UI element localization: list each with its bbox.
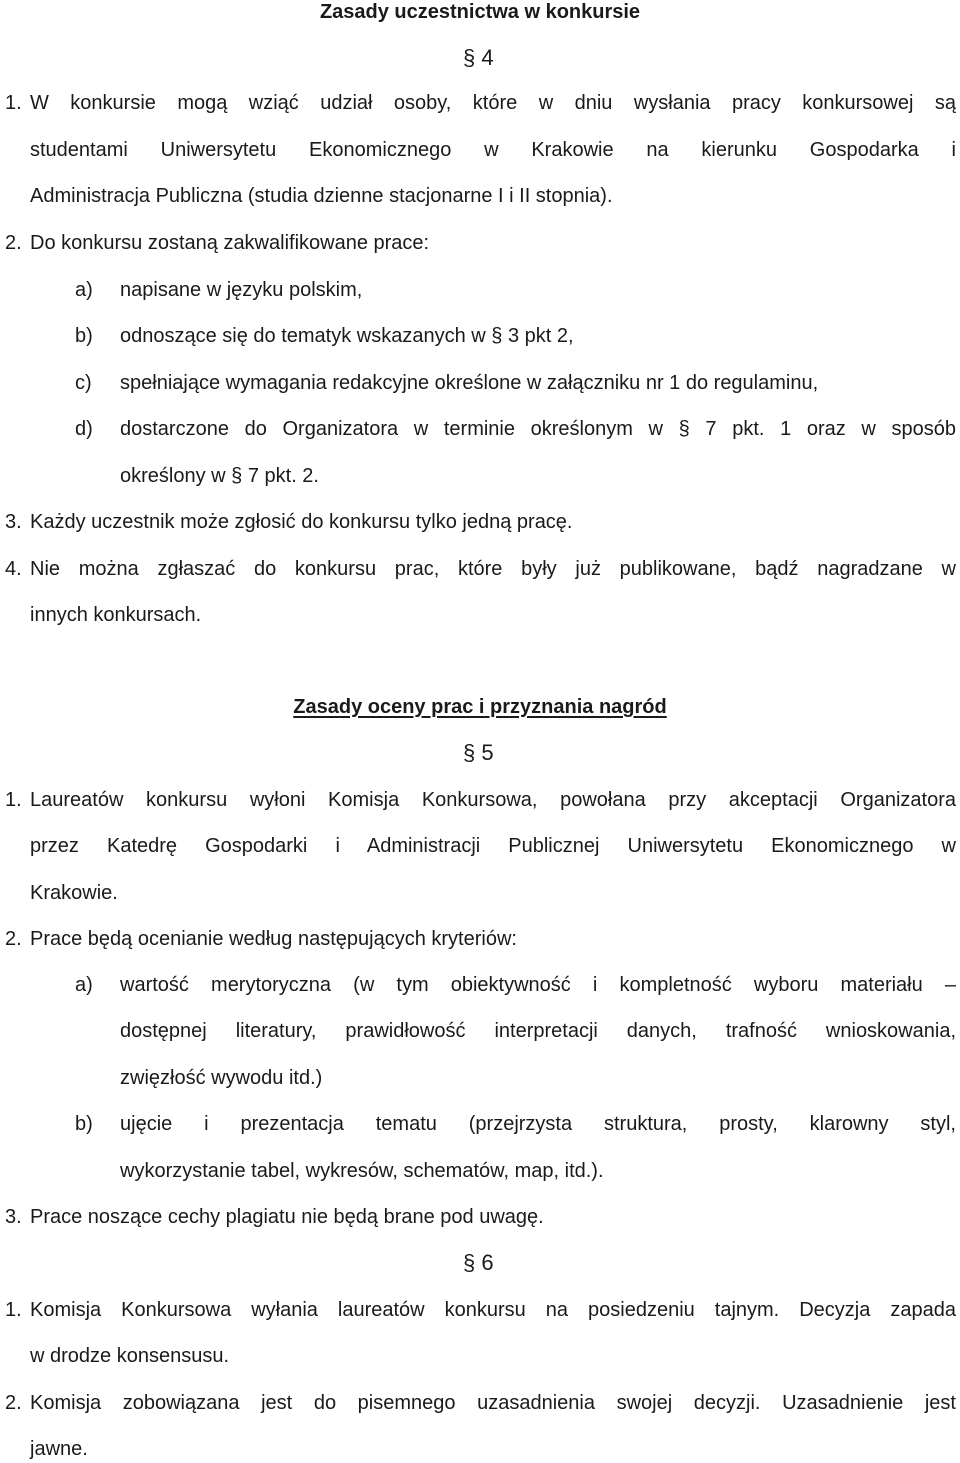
- list-number: 2.: [5, 232, 22, 254]
- paragraph-line: przez Katedrę Gospodarki i Administracji Publicznej Uniwersytetu Ekonomicznego w: [30, 835, 956, 857]
- list-item: dostępnej literatury, prawidłowość interpretacji danych, trafność wnioskowania,: [120, 1020, 956, 1042]
- list-item: dostarczone do Organizatora w terminie określonym w § 7 pkt. 1 oraz w sposób: [120, 418, 956, 440]
- list-item: zwięzłość wywodu itd.): [120, 1067, 323, 1089]
- list-number: 1.: [5, 92, 22, 114]
- list-item: spełniające wymagania redakcyjne określone w załączniku nr 1 do regulaminu,: [120, 372, 819, 394]
- section-heading-evaluation: Zasady oceny prac i przyznania nagród: [293, 696, 667, 718]
- paragraph-line: Do konkursu zostaną zakwalifikowane prace:: [30, 232, 430, 254]
- paragraph-line: W konkursie mogą wziąć udział osoby, które w dniu wysłania pracy konkursowej są: [30, 92, 956, 114]
- list-letter: a): [75, 974, 93, 996]
- paragraph-line: Nie można zgłaszać do konkursu prac, które były już publikowane, bądź nagradzane w: [30, 558, 956, 580]
- section-heading-participation: Zasady uczestnictwa w konkursie: [319, 1, 641, 23]
- paragraph-line: Prace noszące cechy plagiatu nie będą brane pod uwagę.: [30, 1206, 544, 1228]
- list-number: 4.: [5, 558, 22, 580]
- list-number: 1.: [5, 1299, 22, 1321]
- list-item: określony w § 7 pkt. 2.: [120, 465, 319, 487]
- paragraph-line: Administracja Publiczna (studia dzienne stacjonarne I i II stopnia).: [30, 185, 613, 207]
- paragraph-line: jawne.: [30, 1438, 88, 1460]
- paragraph-line: Prace będą ocenianie według następujących kryteriów:: [30, 928, 517, 950]
- list-number: 3.: [5, 1206, 22, 1228]
- list-item: wartość merytoryczna (w tym obiektywność i kompletność wyboru materiału –: [120, 974, 956, 996]
- paragraph-line: Laureatów konkursu wyłoni Komisja Konkursowa, powołana przy akceptacji Organizatora: [30, 789, 956, 811]
- paragraph-line: innych konkursach.: [30, 604, 202, 626]
- list-letter: c): [75, 372, 92, 394]
- list-number: 3.: [5, 511, 22, 533]
- list-letter: b): [75, 1113, 93, 1135]
- paragraph-line: w drodze konsensusu.: [30, 1345, 230, 1367]
- paragraph-line: Komisja zobowiązana jest do pisemnego uzasadnienia swojej decyzji. Uzasadnienie jest: [30, 1392, 956, 1414]
- list-letter: a): [75, 279, 93, 301]
- list-number: 2.: [5, 1392, 22, 1414]
- section-number-5: § 5: [463, 740, 494, 765]
- paragraph-line: Każdy uczestnik może zgłosić do konkursu tylko jedną pracę.: [30, 511, 573, 533]
- section-number-4: § 4: [463, 45, 494, 70]
- list-letter: d): [75, 418, 93, 440]
- list-number: 1.: [5, 789, 22, 811]
- section-number-6: § 6: [463, 1250, 494, 1275]
- list-number: 2.: [5, 928, 22, 950]
- paragraph-line: Komisja Konkursowa wyłania laureatów konkursu na posiedzeniu tajnym. Decyzja zapada: [30, 1299, 956, 1321]
- list-item: wykorzystanie tabel, wykresów, schematów, map, itd.).: [120, 1160, 604, 1182]
- list-letter: b): [75, 325, 93, 347]
- paragraph-line: Krakowie.: [30, 882, 118, 904]
- list-item: ujęcie i prezentacja tematu (przejrzysta struktura, prosty, klarowny styl,: [120, 1113, 956, 1135]
- list-item: napisane w języku polskim,: [120, 279, 363, 301]
- paragraph-line: studentami Uniwersytetu Ekonomicznego w Krakowie na kierunku Gospodarka i: [30, 139, 956, 161]
- list-item: odnoszące się do tematyk wskazanych w § 3 pkt 2,: [120, 325, 574, 347]
